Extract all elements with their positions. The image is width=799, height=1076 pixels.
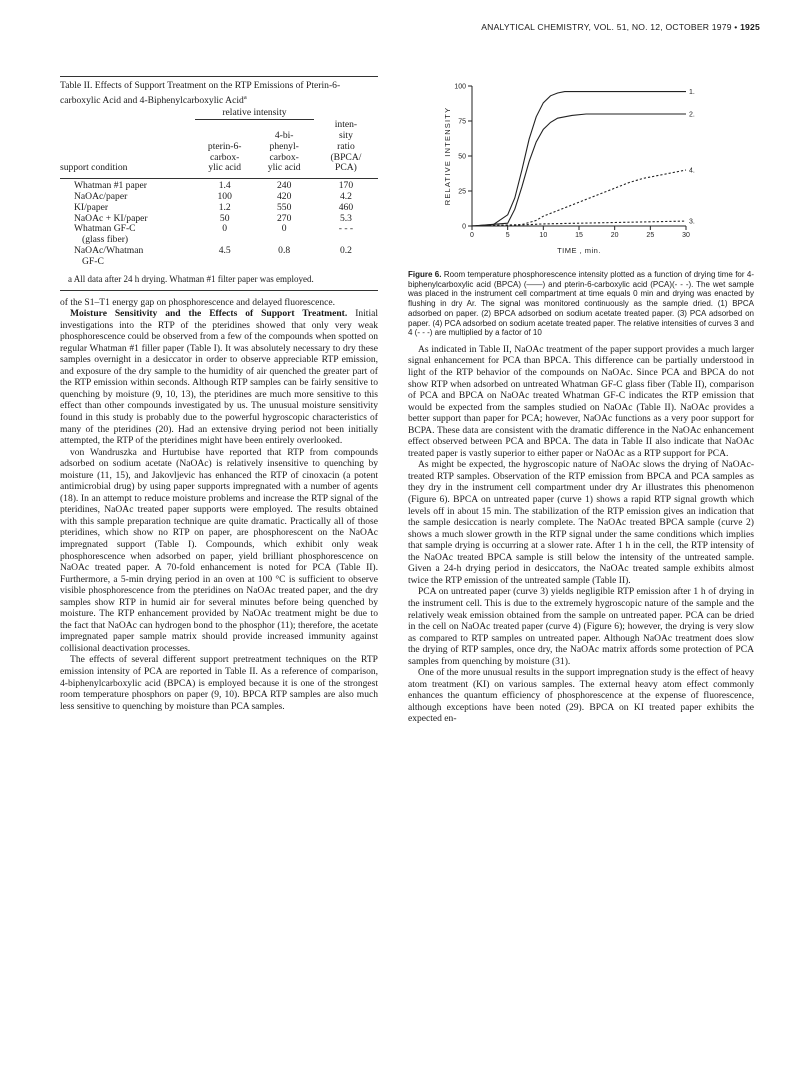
- x-tick-label: 25: [646, 232, 655, 239]
- paragraph: of the S1–T1 energy gap on phosphorescence and delayed fluorescence.: [60, 296, 335, 308]
- cell-support-condition: Whatman GF-C: [74, 223, 136, 235]
- table-caption-note-mark: a: [243, 93, 247, 101]
- cell-support-condition: GF-C: [82, 255, 104, 267]
- curve-label-4: 4.: [689, 167, 695, 175]
- cell-support-condition: NaOAc + KI/paper: [74, 212, 148, 224]
- page-number: 1925: [740, 22, 760, 32]
- y-tick-label: 50: [458, 153, 466, 161]
- cell-support-condition: Whatman #1 paper: [74, 180, 147, 192]
- col-header-support-condition: support condition: [60, 162, 128, 174]
- curve-label-1: 1.: [689, 89, 695, 97]
- cell-support-condition: NaOAc/paper: [74, 190, 128, 202]
- cell-bpca: 240: [276, 180, 292, 192]
- cell-bpca: 270: [276, 212, 292, 224]
- paragraph: Moisture Sensitivity and the Effects of Support Treatment. Initial investigations into the RTP of the pteridines showed that only very weak phosphorescence could be observed from a few of the compounds when spotted on regular Whatman #1 filler paper (Table I). It was absolutely necessary to dry these samples overnight in a desiccator in order to observe appreciable RTP emission, and exposure of the dry sample to the humidity of air quenched the greater part of the RTP emission within seconds. Although RTP samples can be fairly sensitive to quenching by moisture (9, 10, 13), the pteridines are much more sensitive to this effect than other compounds investigated by us. The unusual moisture sensitivity found in this study is probably due to the powerful hygroscopic characteristics of many of the pteridines (20). Had an extensive drying period not been initially attempted, the RTP of the pteridines might have been entirely overlooked.: [60, 308, 378, 447]
- left-body-text: [60, 297, 378, 713]
- x-tick-label: 30: [682, 232, 690, 239]
- x-tick-label: 15: [575, 232, 583, 239]
- cell-pterin: 4.5: [218, 244, 231, 256]
- cell-ratio: 5.3: [339, 212, 352, 224]
- table-caption: Table II. Effects of Support Treatment on the RTP Emissions of Pterin-6-carboxylic Acid and 4-Biphenylcarboxylic Acid$^a$: [60, 80, 341, 106]
- figure-caption-text: Room temperature phosphorescence intensity plotted as a function of drying time for 4-biphenylcarboxylic acid (BPCA) (——) and pterin-6-carboxylic acid (PCA)(- - -). The wet sample was placed in the instrument cell compartment at time equals 0 min and drying was enacted by flushing in dry Ar. The signal was monitored continuously as the sample dried. (1) BPCA adsorbed on paper. (2) BPCA adsorbed on sodium acetate treated paper. (3) PCA adsorbed on paper. (4) PCA adsorbed on sodium acetate treated paper. The relative intensities of curves 3 and 4 (- - -) are multiplied by a factor of 10: [408, 270, 755, 338]
- cell-pterin: 0: [222, 223, 228, 235]
- cell-ratio: 460: [338, 201, 354, 213]
- table-body: [60, 181, 378, 267]
- cell-bpca: [254, 257, 313, 268]
- y-axis-label: RELATIVE INTENSITY: [443, 106, 452, 206]
- cell-ratio: 170: [338, 180, 354, 192]
- col-header-ratio: inten- sity ratio (BPCA/ PCA): [330, 119, 362, 174]
- curve-label-2: 2.: [689, 111, 695, 119]
- y-tick-label: 75: [458, 118, 466, 126]
- x-tick-label: 5: [505, 232, 510, 239]
- col-header-bpca: 4-bi- phenyl- carbox- ylic acid: [267, 129, 301, 174]
- cell-pterin: 1.4: [218, 180, 231, 192]
- cell-bpca: 420: [276, 190, 292, 202]
- cell-support-condition: KI/paper: [74, 201, 109, 213]
- cell-pterin: 1.2: [218, 201, 231, 213]
- table-ii: [60, 108, 378, 267]
- right-body-text: [408, 344, 754, 725]
- col-header-relative-intensity: relative intensity: [195, 108, 314, 120]
- right-column: [408, 76, 754, 725]
- section-heading: Moisture Sensitivity and the Effects of Support Treatment.: [70, 308, 348, 320]
- table-row: [60, 203, 378, 214]
- cell-bpca: 550: [276, 201, 292, 213]
- paragraph: As indicated in Table II, NaOAc treatment of the paper support provides a much larger signal enhancement for PCA than BPCA. This difference can be partially understood in light of the RTP behavior of the compounds on NaOAc. Since PCA and BPCA do not show RTP when adsorbed on untreated Whatman GF-C glass fiber (Table II), comparison of PCA and BPCA on NaOAc treated Whatman GF-C indicates the RTP emission that would be expected from the samples studied on NaOAc (Table II). NaOAc provides a better support than paper for PCA; however, NaOAc functions as a very poor support for BCPA. These data are consistent with the dramatic difference in the NaOAc enhancement effect observed between PCA and BPCA. The data in Table II also indicate that NaOAc treated paper is vastly superior to either paper or NaOAc as a RTP support for PCA.: [408, 343, 754, 459]
- x-tick-label: 0: [470, 232, 474, 239]
- cell-ratio: [314, 257, 378, 268]
- cell-bpca: 0.8: [278, 244, 291, 256]
- paragraph: von Wandruszka and Hurtubise have reported that RTP from compounds adsorbed on sodium acetate (NaOAc) is relatively insensitive to quenching by moisture (11, 15), and Jakovljevic has enhanced the RTP of cinoxacin (a potent antimicrobial drug) by using paper supports impregnated with a number of agents (18). In an attempt to reduce moisture problems and increase the RTP signal of the pteridines, NaOAc treated paper supports were employed. The results obtained with this sample preparation technique are quite dramatic. Practically all of those pteridines, which show no RTP on paper, are phosphorescent on the NaOAc impregnated support (Table I). Compounds, which exhibit only weak phosphorescence when adsorbed on paper, yield brilliant phosphorescence on NaOAc treated paper. A 70-fold enhancement is noted for PCA (Table II). Furthermore, a 5-min drying period in an oven at 100 °C is sufficient to observe visible phosphorescence from the pteridines on NaOAc treated paper, and the dry samples show RTP in humid air for several minutes before being quenched by moisture. The RTP enhancement provided by NaOAc treatment might be due to the fact that NaOAc can hydrogen bond to the phosphor (11); therefore, the acetate impregnated paper sample matrix should provide increased immunity against collisional deactivation processes.: [60, 446, 378, 654]
- table-row: [60, 246, 378, 257]
- series-line-1: [472, 92, 686, 226]
- paragraph: One of the more unusual results in the support impregnation study is the effect of heavy atom treatment (KI) on various samples. The external heavy atom effect commonly enhances the quantum efficiency of phosphorescence at the expense of fluorescence, although exceptions have been noted (29). BPCA on KI treated paper exhibits the expected en-: [408, 667, 754, 725]
- figure-6-chart: [408, 76, 754, 266]
- table-top-rule: [60, 76, 378, 77]
- y-tick-label: 100: [454, 83, 466, 91]
- table-footnote: a All data after 24 h drying. Whatman #1 filter paper was employed.: [68, 273, 314, 284]
- table-row: [60, 257, 378, 268]
- cell-ratio: 0.2: [339, 244, 352, 256]
- y-tick-label: 0: [462, 223, 466, 231]
- running-header: [300, 22, 760, 32]
- series-line-2: [472, 114, 686, 226]
- left-column: [60, 76, 378, 712]
- paragraph: As might be expected, the hygroscopic nature of NaOAc slows the drying of NaOAc-treated RTP samples. Observation of the RTP emission from BPCA and PCA samples as they dry in the instrument cell compartment under dry Ar illustrates this phenomenon (Figure 6). BPCA on untreated paper (curve 1) shows a rapid RTP signal growth which levels off in about 15 min. The stabilization of the RTP emission gives an indication that the sample desiccation is nearly complete. The NaOAc treated BPCA sample (curve 2) shows a much slower growth in the RTP signal under the same conditions which implies that sample drying is occurring at a slower rate. After 1 h in the cell, the RTP intensity of the NaOAc treated BPCA sample is still below the intensity of the untreated sample. Given a 24-h drying period in desiccators, the NaOAc treated sample exhibits almost twice the RTP emission of the untreated sample (Table II).: [408, 459, 754, 586]
- cell-ratio: - - -: [338, 223, 354, 235]
- curve-label-3: 3.: [689, 218, 695, 226]
- figure-caption: [408, 270, 754, 338]
- col-header-pterin: pterin-6- carbox- ylic acid: [207, 140, 242, 174]
- journal-citation: ANALYTICAL CHEMISTRY, VOL. 51, NO. 12, OCTOBER 1979 •: [481, 22, 738, 32]
- cell-pterin: 100: [217, 190, 232, 202]
- paragraph: PCA on untreated paper (curve 3) yields negligible RTP emission after 1 h of drying in the instrument cell. This is due to the extremely hygroscopic nature of the sample and the relatively weak emission obtained from the sample on untreated paper. PCA can be dried in the cell on NaOAc treated paper (curve 4) (Figure 6); however, the drying is very slow as compared to RTP samples on untreated paper. Although NaOAc treatment does slow the drying of RTP samples, once dry, the NaOAc matrix affords some protection of PCA samples from quenching by moisture (31).: [408, 586, 754, 667]
- paragraph: The effects of several different support pretreatment techniques on the RTP emission intensity of PCA are reported in Table II. As a reference of comparison, 4-biphenylcarboxylic acid (BPCA) is employed because it is one of the strongest room temperature phosphors on paper (9, 10). BPCA RTP samples are also much less sensitive to quenching by moisture than PCA samples.: [60, 654, 378, 712]
- cell-pterin: 50: [219, 212, 230, 224]
- cell-support-condition: NaOAc/Whatman: [74, 244, 144, 256]
- figure-6: [408, 76, 754, 266]
- cell-support-condition: (glass fiber): [82, 234, 129, 246]
- table-bottom-rule: [60, 290, 378, 291]
- cell-bpca: 0: [281, 223, 287, 235]
- x-tick-label: 10: [539, 232, 548, 239]
- y-tick-label: 25: [458, 188, 466, 196]
- x-tick-label: 20: [610, 232, 619, 239]
- cell-ratio: 4.2: [339, 190, 352, 202]
- cell-pterin: [195, 257, 254, 268]
- x-axis-label: TIME , min.: [557, 246, 601, 255]
- figure-caption-label: Figure 6.: [408, 270, 442, 279]
